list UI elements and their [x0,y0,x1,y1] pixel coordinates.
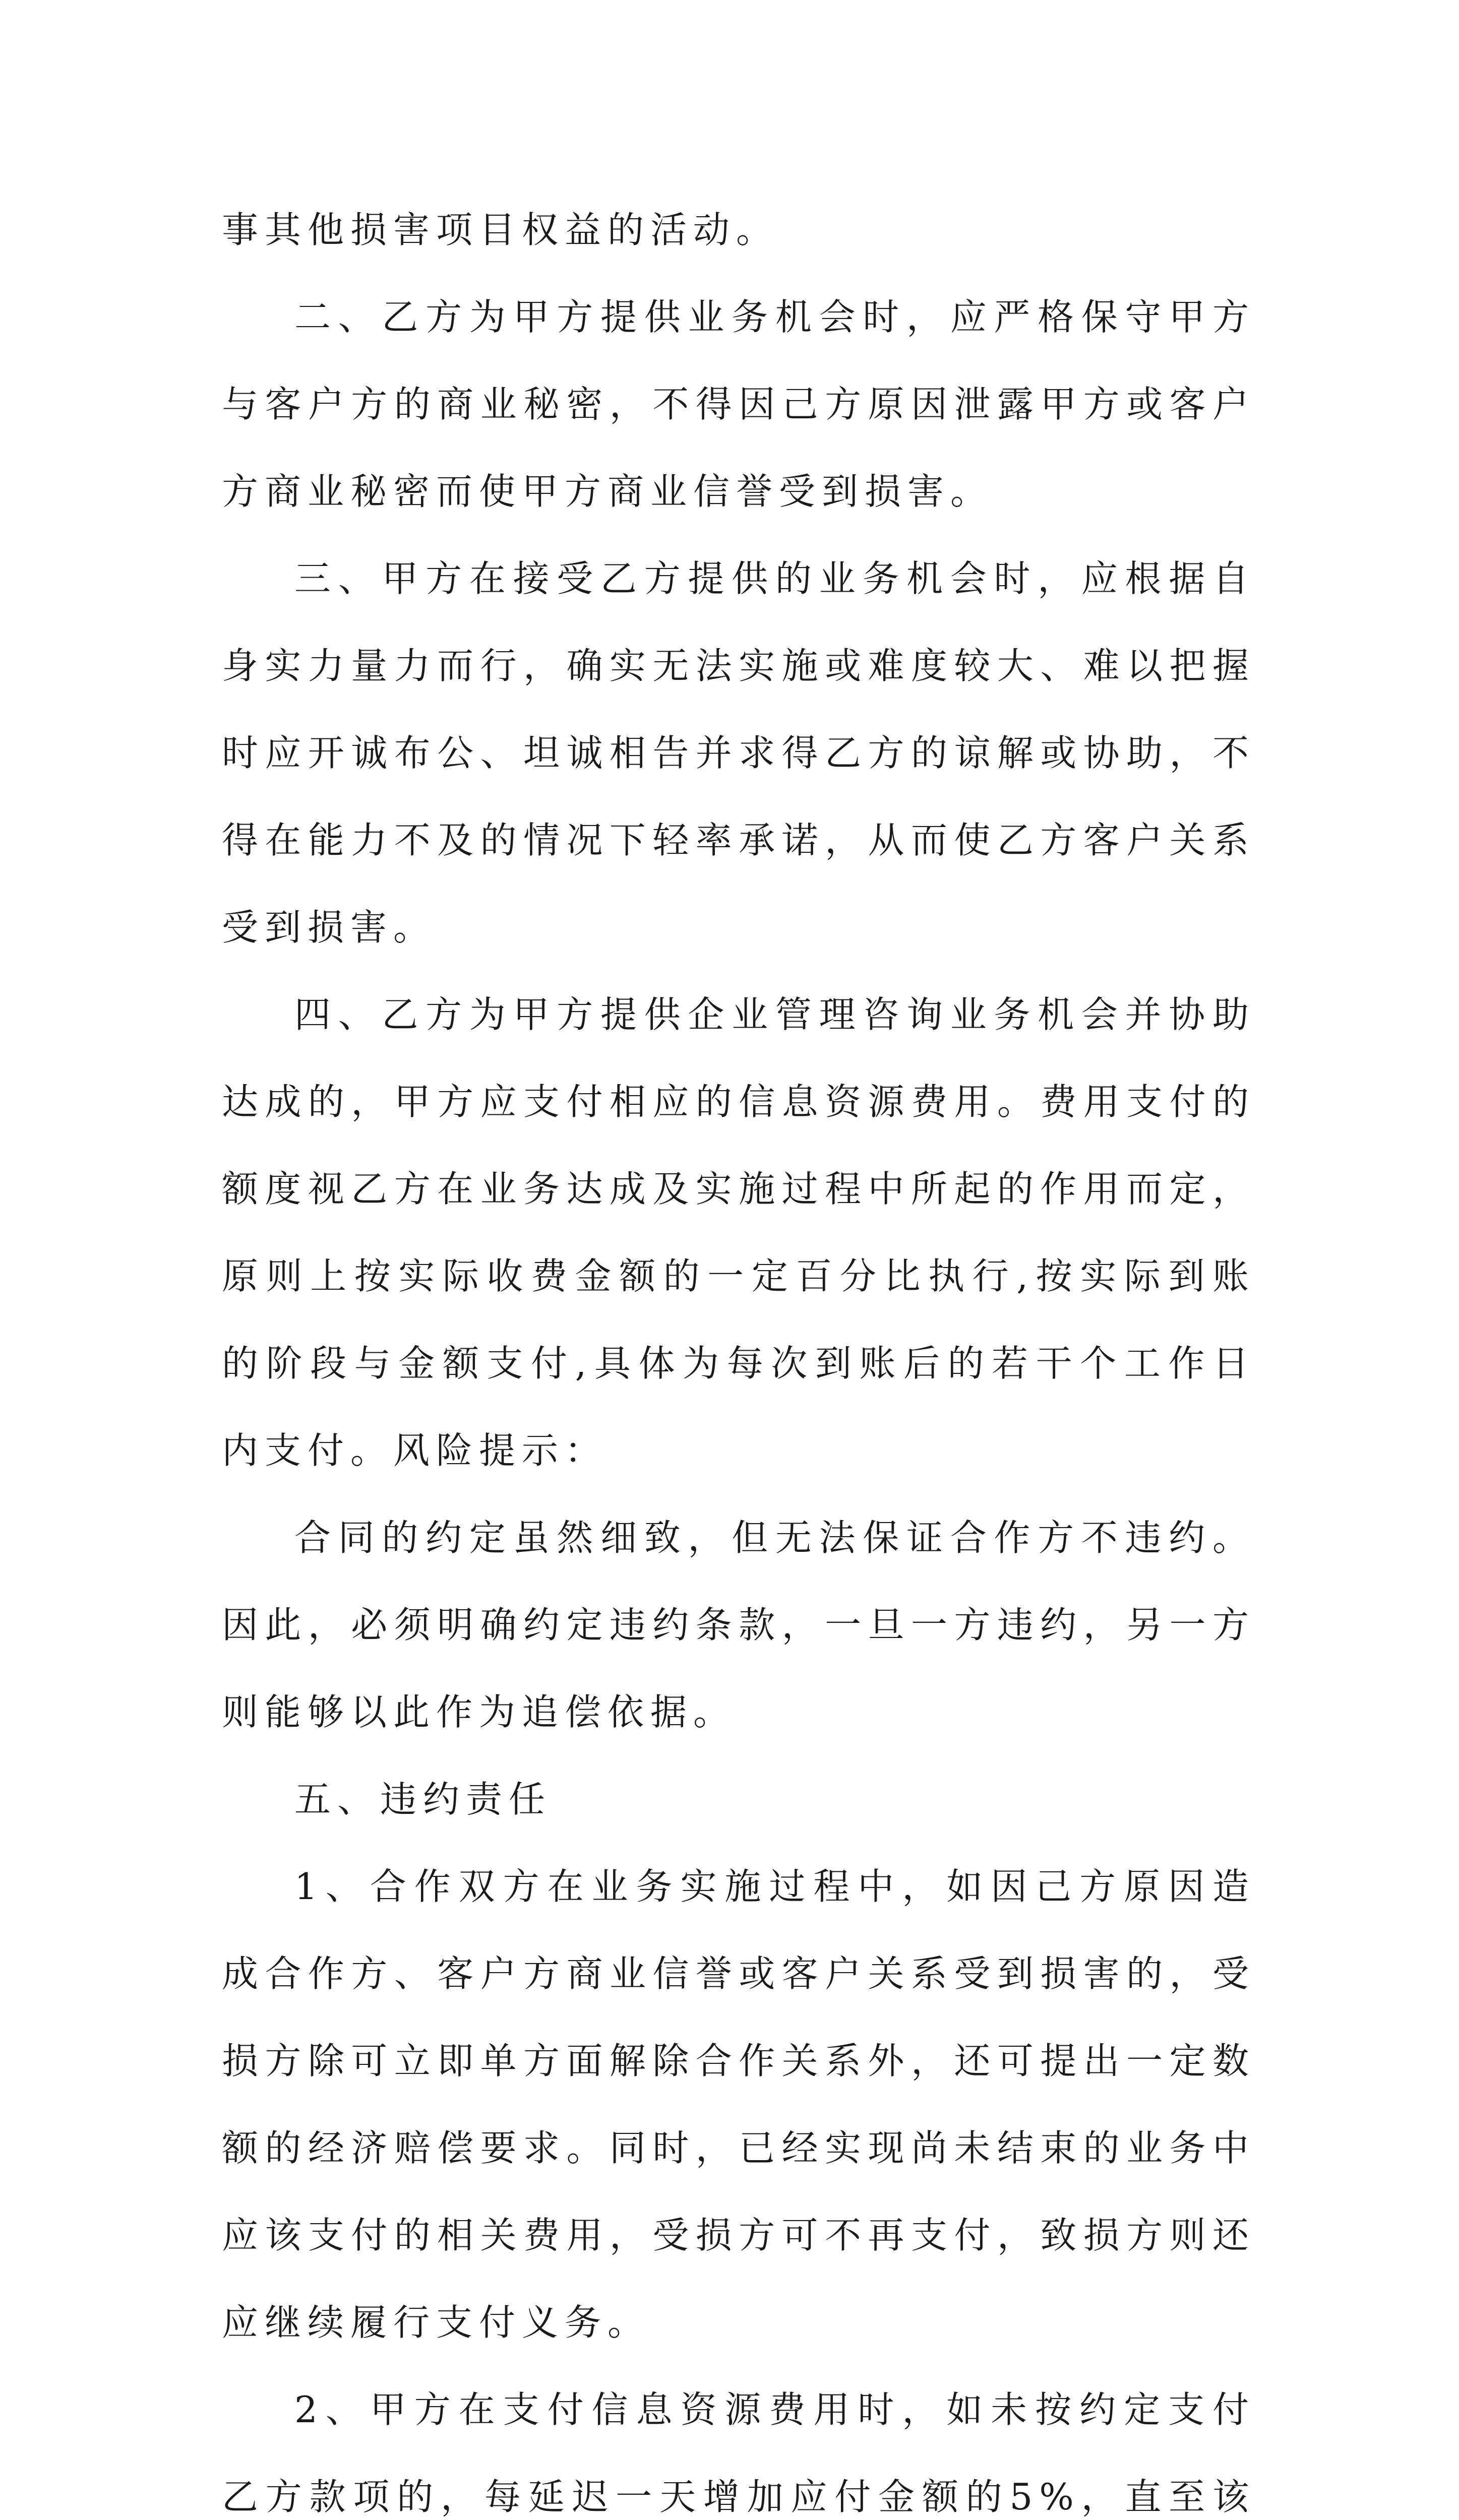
paragraph-continuation: 事其他损害项目权益的活动。 [222,209,779,251]
paragraph-clause-2: 二、乙方为甲方提供业务机会时，应严格保守甲方与客户方的商业秘密，不得因己方原因泄露甲方或客户方商业秘密而使甲方商业信誉受到损害。 [222,296,1255,513]
section-heading-liability: 五、违约责任 [294,1778,552,1820]
document-body [222,186,1255,2520]
paragraph-risk-note: 合同的约定虽然细致，但无法保证合作方不违约。因此，必须明确约定违约条款，一旦一方违约，另一方则能够以此作为追偿依据。 [222,1517,1255,1733]
paragraph-liability-2: 2、甲方在支付信息资源费用时，如未按约定支付乙方款项的，每延迟一天增加应付金额的5%，直至该 [222,2388,1255,2518]
paragraph-clause-3: 三、甲方在接受乙方提供的业务机会时，应根据自身实力量力而行，确实无法实施或难度较大、难以把握时应开诚布公、坦诚相告并求得乙方的谅解或协助，不得在能力不及的情况下轻率承诺，从而使乙方客户关系受到损害。 [222,557,1255,949]
paragraph-clause-4: 四、乙方为甲方提供企业管理咨询业务机会并协助达成的，甲方应支付相应的信息资源费用。费用支付的额度视乙方在业务达成及实施过程中所起的作用而定，原则上按实际收费金额的一定百分比执行,按实际到账的阶段与金额支付,具体为每次到账后的若干个工作日内支付。风险提示： [222,993,1255,1472]
paragraph-liability-1: 1、合作双方在业务实施过程中，如因己方原因造成合作方、客户方商业信誉或客户关系受到损害的，受损方除可立即单方面解除合作关系外，还可提出一定数额的经济赔偿要求。同时，已经实现尚未结束的业务中应该支付的相关费用，受损方可不再支付，致损方则还应继续履行支付义务。 [222,1865,1255,2344]
